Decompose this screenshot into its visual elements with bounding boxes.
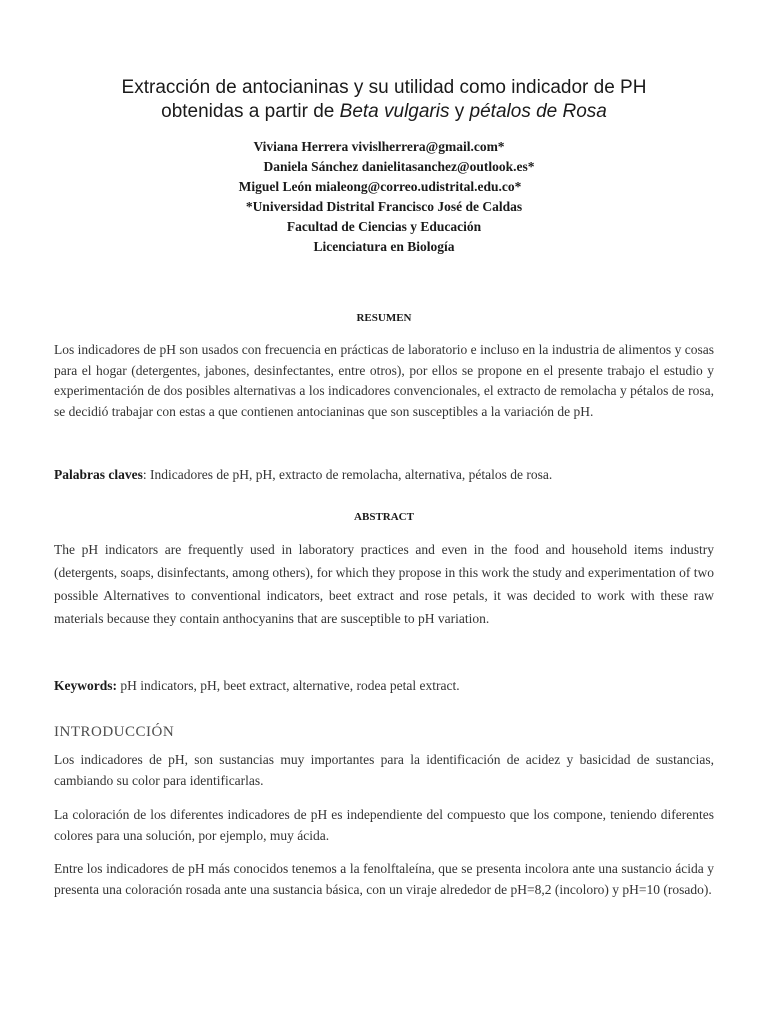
- resumen-text: Los indicadores de pH son usados con frecuencia en prácticas de laboratorio e incluso en la industria de alimentos y cosas para el hogar (detergentes, jabones, desinfectantes, entre otros), por ellos se propone en el presente trabajo el estudio y experimentación de dos posibles alternativas a los indicadores convencionales, el extracto de remolacha y pétalos de rosa, se decidió trabajar con estas a que contienen antocianinas que son susceptibles a la variación de pH.: [54, 342, 714, 419]
- intro-paragraph: Los indicadores de pH, son sustancias muy importantes para la identificación de acidez y basicidad de sustancias, cambiando su color para identificarlas.: [54, 752, 714, 788]
- title-line-2: [40, 100, 728, 124]
- title-line-2-prefix: obtenidas a partir de: [161, 101, 340, 122]
- abstract-heading: ABSTRACT: [354, 511, 414, 523]
- author-line: Daniela Sánchez danielitasanchez@outlook.es*: [263, 159, 535, 174]
- keywords-text: pH indicators, pH, beet extract, alternative, rodea petal extract.: [117, 678, 460, 693]
- author-line: Miguel León mialeong@correo.udistrital.edu.co*: [238, 179, 522, 194]
- keywords-label: Keywords:: [54, 678, 117, 693]
- abstract-text: The pH indicators are frequently used in laboratory practices and even in the food and household items industry (detergents, soaps, disinfectants, among others), for which they propose in this work the study and experimentation of two possible Alternatives to conventional indicators, beet extract and rose petals, it was decided to work with these raw materials because they contain anthocyanins that are susceptible to pH variation.: [54, 542, 714, 626]
- resumen-heading: RESUMEN: [356, 312, 412, 324]
- intro-paragraph: Entre los indicadores de pH más conocidos tenemos a la fenolftaleína, que se presenta incolora ante una sustancio ácida y presenta una coloración rosada ante una sustancia básica, con un viraje alrededor de pH=8,2 (incoloro) y pH=10 (rosado).: [54, 861, 714, 897]
- palabras-claves-text: : Indicadores de pH, pH, extracto de remolacha, alternativa, pétalos de rosa.: [142, 467, 553, 482]
- keywords: [54, 678, 734, 694]
- paper-title: [40, 76, 728, 124]
- title-petals: pétalos de Rosa: [469, 101, 607, 122]
- affiliation-line: *Universidad Distrital Francisco José de Caldas: [245, 199, 523, 214]
- intro-paragraph: La coloración de los diferentes indicadores de pH es independiente del compuesto que los compone, teniendo diferentes colores para una solución, por ejemplo, muy ácida.: [54, 807, 714, 843]
- title-line-1: Extracción de antocianinas y su utilidad como indicador de PH: [121, 77, 647, 98]
- title-species-name: Beta vulgaris: [339, 101, 450, 122]
- palabras-claves-label: Palabras claves: [54, 467, 143, 482]
- program-line: Licenciatura en Biología: [313, 239, 455, 254]
- title-line-2-mid: y: [449, 101, 470, 122]
- palabras-claves: [54, 467, 734, 483]
- author-line: Viviana Herrera vivislherrera@gmail.com*: [253, 139, 505, 154]
- introduccion-heading: INTRODUCCIÓN: [54, 724, 175, 740]
- faculty-line: Facultad de Ciencias y Educación: [286, 219, 482, 234]
- author-block: [40, 137, 728, 257]
